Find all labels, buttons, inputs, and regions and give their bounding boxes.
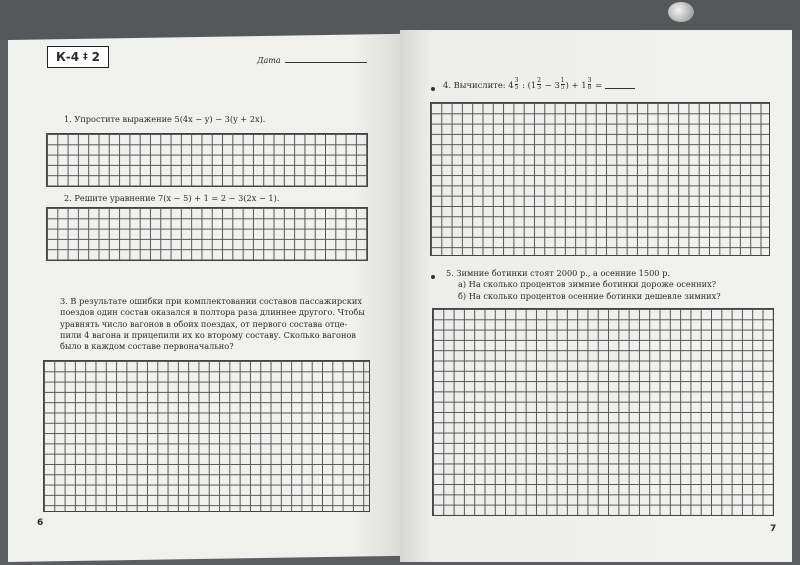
task-2-text: 2. Решите уравнение 7(x − 5) + 1 = 2 − 3(2x − 1). <box>64 193 280 203</box>
test-badge <box>47 46 109 68</box>
task-3-line: поездов один состав оказался в полтора раза длиннее другого. Чтобы <box>60 307 365 318</box>
task-1-text: 1. Упростите выражение 5(4x − y) − 3(y + 2x). <box>64 114 266 124</box>
mixed-whole: 3 <box>554 79 560 90</box>
task-2-answer-grid[interactable] <box>46 207 368 261</box>
paper-clip <box>668 2 694 22</box>
operator: : <box>522 79 525 90</box>
page-number-left: 6 <box>37 518 44 528</box>
test-variant: 2 <box>91 50 100 64</box>
task-3-line: пили 4 вагона и прицепили их ко второму составу. Сколько вагонов <box>60 329 356 340</box>
operator: − <box>544 79 552 90</box>
equals: = <box>595 79 603 90</box>
fraction: $\frac{3}{8}$ <box>587 77 592 91</box>
task-5-line: 5. Зимние ботинки стоят 2000 р., а осенние 1500 р. <box>446 268 670 278</box>
date-label: Дата <box>257 56 281 65</box>
task-5-line: а) На сколько процентов зимние ботинки дороже осенних? <box>458 279 717 290</box>
task-3-answer-grid[interactable] <box>43 360 370 512</box>
task-3-text <box>60 296 365 352</box>
bullet-icon <box>431 275 435 279</box>
task-3-line: уравнять число вагонов в обоих поездах, от первого состава отце- <box>60 318 348 329</box>
task-5-line: б) На сколько процентов осенние ботинки дешевле зимних? <box>458 290 721 301</box>
mixed-whole: 4 <box>508 79 514 90</box>
binding-icon: ‡ <box>83 52 88 62</box>
task-4-answer-line[interactable] <box>605 80 635 89</box>
task-4-expression: 4. Вычислите: 4 $\frac{3}{5}$ : ( 1 $\frac{2}{3}$ − 3 $\frac{1}{5}$ ) + 1 $\frac{3}{8}$ = <box>443 78 635 91</box>
page-number-right: 7 <box>770 524 777 534</box>
fraction: $\frac{1}{5}$ <box>560 77 565 91</box>
test-code: К-4 <box>56 50 80 64</box>
task-1-answer-grid[interactable] <box>46 133 368 187</box>
mixed-whole: 1 <box>581 79 587 90</box>
task-5-answer-grid[interactable] <box>432 308 774 516</box>
task-3-line: было в каждом составе первоначально? <box>60 341 234 352</box>
task-4-prefix: 4. Вычислите: <box>443 79 506 90</box>
fraction: $\frac{3}{5}$ <box>514 77 519 91</box>
date-field[interactable] <box>285 62 367 63</box>
bullet-icon <box>431 87 435 91</box>
mixed-whole: 1 <box>530 79 537 90</box>
task-4-answer-grid[interactable] <box>430 102 770 256</box>
operator: + <box>571 79 579 90</box>
task-3-line: 3. В результате ошибки при комплектовании составов пассажирских <box>60 296 362 306</box>
fraction: $\frac{2}{3}$ <box>537 77 542 91</box>
task-5-text <box>446 268 721 302</box>
